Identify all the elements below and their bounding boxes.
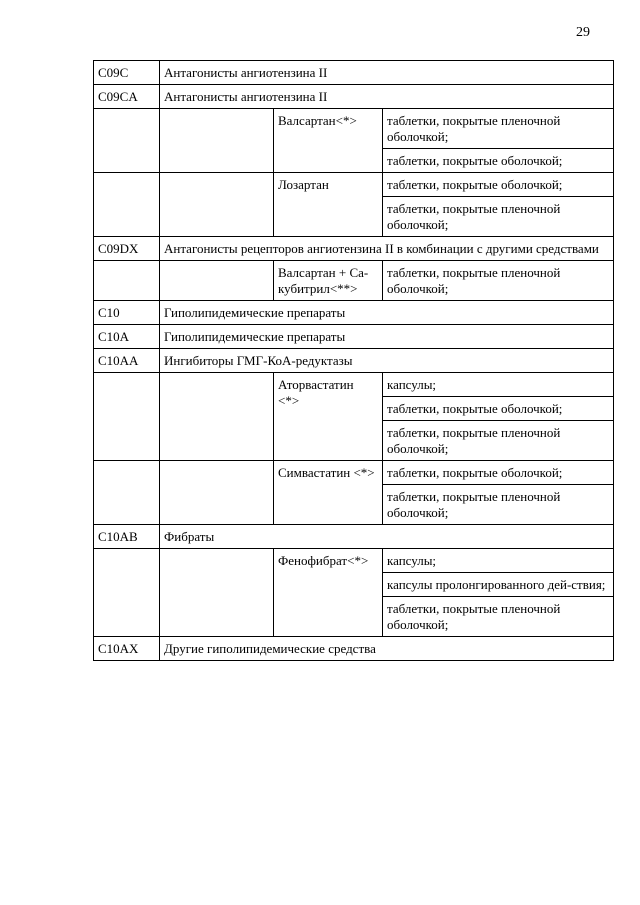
dosage-form: таблетки, покрытые пленочной оболочкой;	[383, 597, 614, 637]
atc-code: C09CA	[94, 85, 160, 109]
table-body	[94, 61, 614, 661]
atc-code: C10AX	[94, 637, 160, 661]
group-name: Антагонисты рецепторов ангиотензина II в комбинации с другими средствами	[160, 237, 614, 261]
dosage-form: таблетки, покрытые оболочкой;	[383, 461, 614, 485]
drug-name: Аторвастатин <*>	[274, 373, 383, 461]
atc-code: C09C	[94, 61, 160, 85]
atc-code: C10	[94, 301, 160, 325]
page-number: 29	[576, 25, 590, 40]
group-name: Ингибиторы ГМГ-КоА-редуктазы	[160, 349, 614, 373]
dosage-form: таблетки, покрытые пленочной оболочкой;	[383, 261, 614, 301]
dosage-form: капсулы;	[383, 549, 614, 573]
drug-form-row	[94, 373, 614, 397]
group-row	[94, 301, 614, 325]
empty-group-cell	[160, 261, 274, 301]
empty-code-cell	[94, 461, 160, 525]
group-name: Антагонисты ангиотензина II	[160, 85, 614, 109]
dosage-form: капсулы пролонгированного дей-ствия;	[383, 573, 614, 597]
group-row	[94, 237, 614, 261]
empty-code-cell	[94, 549, 160, 637]
group-name: Гиполипидемические препараты	[160, 325, 614, 349]
atc-code: C10A	[94, 325, 160, 349]
empty-group-cell	[160, 461, 274, 525]
dosage-form: капсулы;	[383, 373, 614, 397]
group-row	[94, 61, 614, 85]
group-row	[94, 637, 614, 661]
empty-group-cell	[160, 173, 274, 237]
empty-group-cell	[160, 109, 274, 173]
dosage-form: таблетки, покрытые пленочной оболочкой;	[383, 197, 614, 237]
atc-code: C10AA	[94, 349, 160, 373]
group-row	[94, 349, 614, 373]
dosage-form: таблетки, покрытые оболочкой;	[383, 397, 614, 421]
group-row	[94, 85, 614, 109]
empty-code-cell	[94, 109, 160, 173]
empty-code-cell	[94, 373, 160, 461]
empty-group-cell	[160, 373, 274, 461]
drug-name: Лозартан	[274, 173, 383, 237]
atc-code: C10AB	[94, 525, 160, 549]
drug-name: Валсартан<*>	[274, 109, 383, 173]
dosage-form: таблетки, покрытые пленочной оболочкой;	[383, 485, 614, 525]
drug-form-row	[94, 173, 614, 197]
dosage-form: таблетки, покрытые пленочной оболочкой;	[383, 109, 614, 149]
drug-form-row	[94, 109, 614, 149]
drug-form-row	[94, 461, 614, 485]
atc-code: C09DX	[94, 237, 160, 261]
dosage-form: таблетки, покрытые оболочкой;	[383, 173, 614, 197]
drug-form-row	[94, 549, 614, 573]
group-name: Гиполипидемические препараты	[160, 301, 614, 325]
drug-form-row	[94, 261, 614, 301]
drug-table	[93, 60, 614, 661]
dosage-form: таблетки, покрытые пленочной оболочкой;	[383, 421, 614, 461]
dosage-form: таблетки, покрытые оболочкой;	[383, 149, 614, 173]
drug-name: Фенофибрат<*>	[274, 549, 383, 637]
drug-name: Симвастатин <*>	[274, 461, 383, 525]
group-row	[94, 325, 614, 349]
empty-code-cell	[94, 173, 160, 237]
empty-group-cell	[160, 549, 274, 637]
group-name: Фибраты	[160, 525, 614, 549]
group-row	[94, 525, 614, 549]
drug-name: Валсартан + Са-кубитрил<**>	[274, 261, 383, 301]
empty-code-cell	[94, 261, 160, 301]
group-name: Антагонисты ангиотензина II	[160, 61, 614, 85]
group-name: Другие гиполипидемические средства	[160, 637, 614, 661]
